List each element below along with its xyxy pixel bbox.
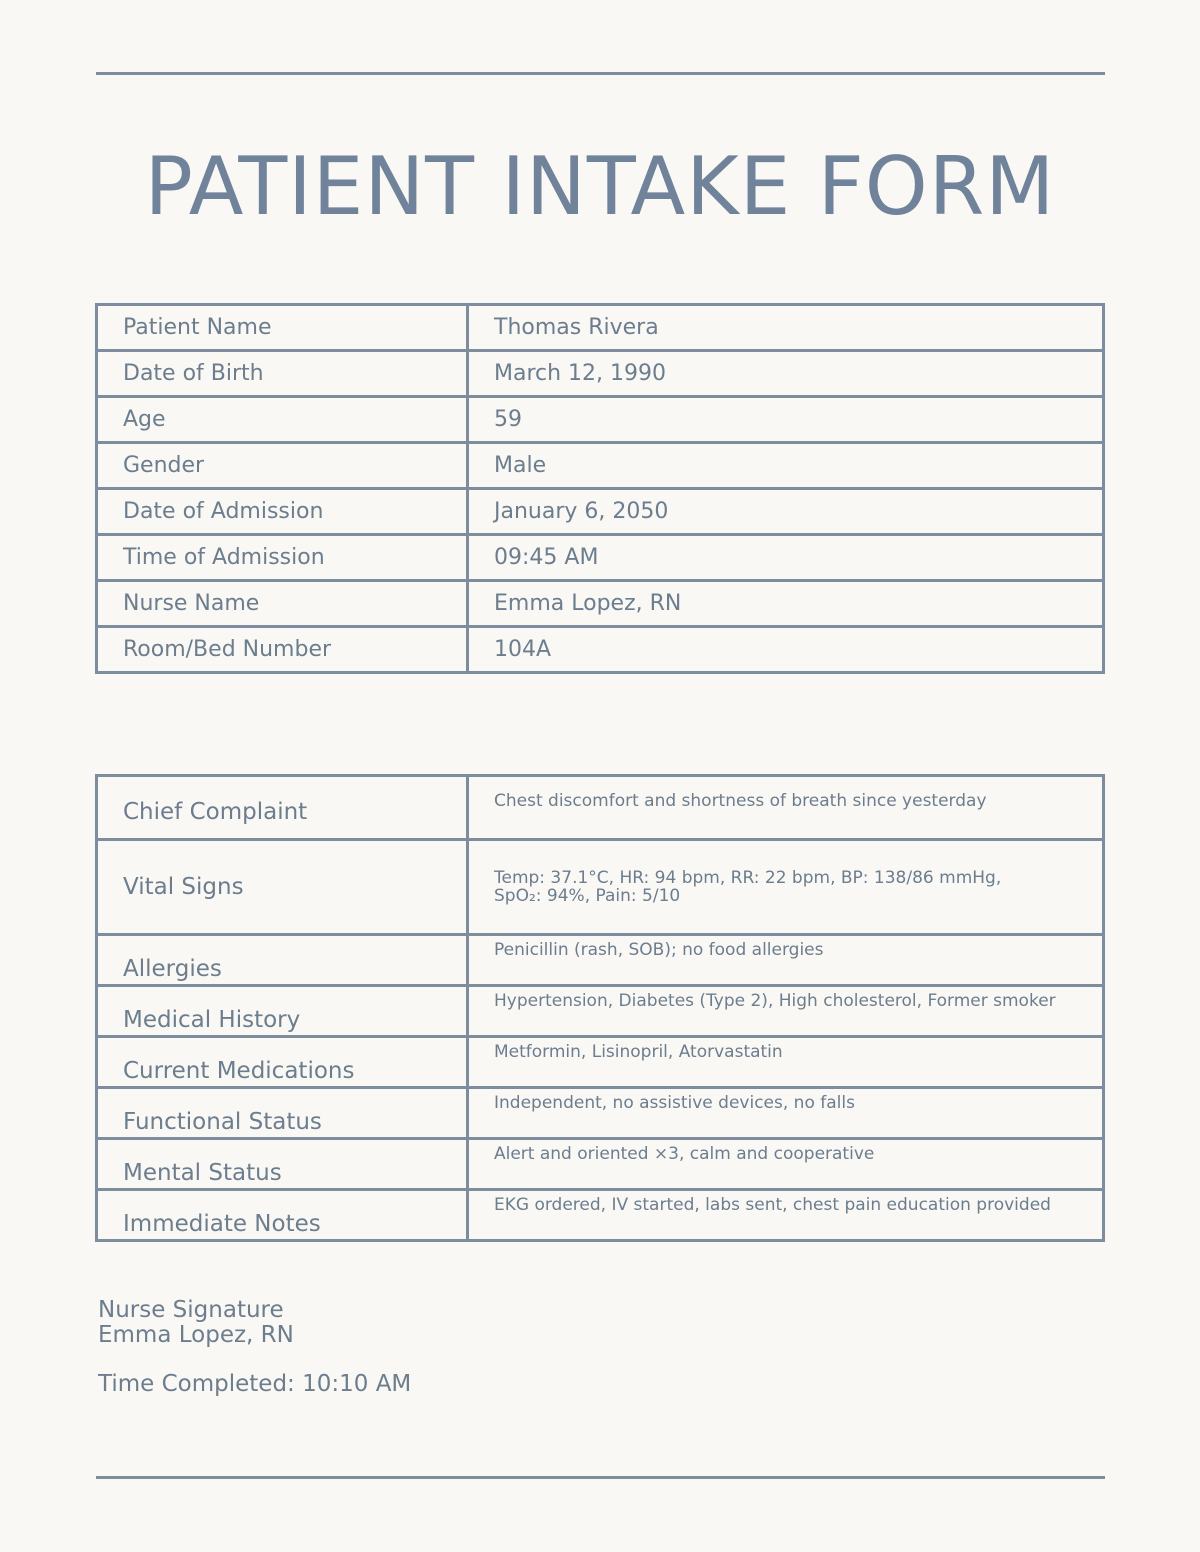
table-row <box>97 1088 1104 1139</box>
vital-signs-value <box>468 840 1104 935</box>
allergies-value: Penicillin (rash, SOB); no food allergies <box>468 935 1104 986</box>
age-label: Age <box>97 397 468 443</box>
room-bed-number-value: 104A <box>468 627 1104 673</box>
date-of-birth-label: Date of Birth <box>97 351 468 397</box>
table-row <box>97 351 1104 397</box>
page-title: PATIENT INTAKE FORM <box>144 140 1056 233</box>
vital-signs-label: Vital Signs <box>97 840 468 935</box>
patient-info-table <box>95 303 1105 674</box>
table-row <box>97 305 1104 351</box>
table-row <box>97 1190 1104 1241</box>
table-row <box>97 776 1104 840</box>
table-row <box>97 986 1104 1037</box>
nurse-name-value: Emma Lopez, RN <box>468 581 1104 627</box>
medical-history-label: Medical History <box>97 986 468 1037</box>
nurse-name-label: Nurse Name <box>97 581 468 627</box>
table-row <box>97 397 1104 443</box>
patient-name-value: Thomas Rivera <box>468 305 1104 351</box>
room-bed-number-label: Room/Bed Number <box>97 627 468 673</box>
clinical-info-table <box>95 774 1105 1242</box>
table-row <box>97 489 1104 535</box>
current-medications-value: Metformin, Lisinopril, Atorvastatin <box>468 1037 1104 1088</box>
patient-name-label: Patient Name <box>97 305 468 351</box>
table-row <box>97 840 1104 935</box>
date-of-birth-value: March 12, 1990 <box>468 351 1104 397</box>
immediate-notes-label: Immediate Notes <box>97 1190 468 1241</box>
time-completed: Time Completed: 10:10 AM <box>98 1371 412 1397</box>
table-row <box>97 535 1104 581</box>
table-row <box>97 627 1104 673</box>
table-row <box>97 1139 1104 1190</box>
mental-status-value: Alert and oriented ×3, calm and cooperative <box>468 1139 1104 1190</box>
date-of-admission-label: Date of Admission <box>97 489 468 535</box>
immediate-notes-value: EKG ordered, IV started, labs sent, chest pain education provided <box>468 1190 1104 1241</box>
vital-signs-line-2: SpO₂: 94%, Pain: 5/10 <box>494 886 681 906</box>
current-medications-label: Current Medications <box>97 1037 468 1088</box>
functional-status-label: Functional Status <box>97 1088 468 1139</box>
table-row <box>97 1037 1104 1088</box>
nurse-signature-name: Emma Lopez, RN <box>98 1322 294 1348</box>
signature-block <box>98 1298 411 1397</box>
top-divider <box>96 72 1105 75</box>
table-row <box>97 581 1104 627</box>
date-of-admission-value: January 6, 2050 <box>468 489 1104 535</box>
chief-complaint-value: Chest discomfort and shortness of breath since yesterday <box>468 776 1104 840</box>
table-row <box>97 443 1104 489</box>
vital-signs-line-1: Temp: 37.1°C, HR: 94 bpm, RR: 22 bpm, BP: 138/86 mmHg, <box>494 868 1002 888</box>
functional-status-value: Independent, no assistive devices, no falls <box>468 1088 1104 1139</box>
time-of-admission-value: 09:45 AM <box>468 535 1104 581</box>
time-of-admission-label: Time of Admission <box>97 535 468 581</box>
bottom-divider <box>96 1476 1105 1479</box>
mental-status-label: Mental Status <box>97 1139 468 1190</box>
chief-complaint-label: Chief Complaint <box>97 776 468 840</box>
allergies-label: Allergies <box>97 935 468 986</box>
nurse-signature-label: Nurse Signature <box>98 1297 284 1323</box>
age-value: 59 <box>468 397 1104 443</box>
medical-history-value: Hypertension, Diabetes (Type 2), High cholesterol, Former smoker <box>468 986 1104 1037</box>
gender-value: Male <box>468 443 1104 489</box>
gender-label: Gender <box>97 443 468 489</box>
table-row <box>97 935 1104 986</box>
